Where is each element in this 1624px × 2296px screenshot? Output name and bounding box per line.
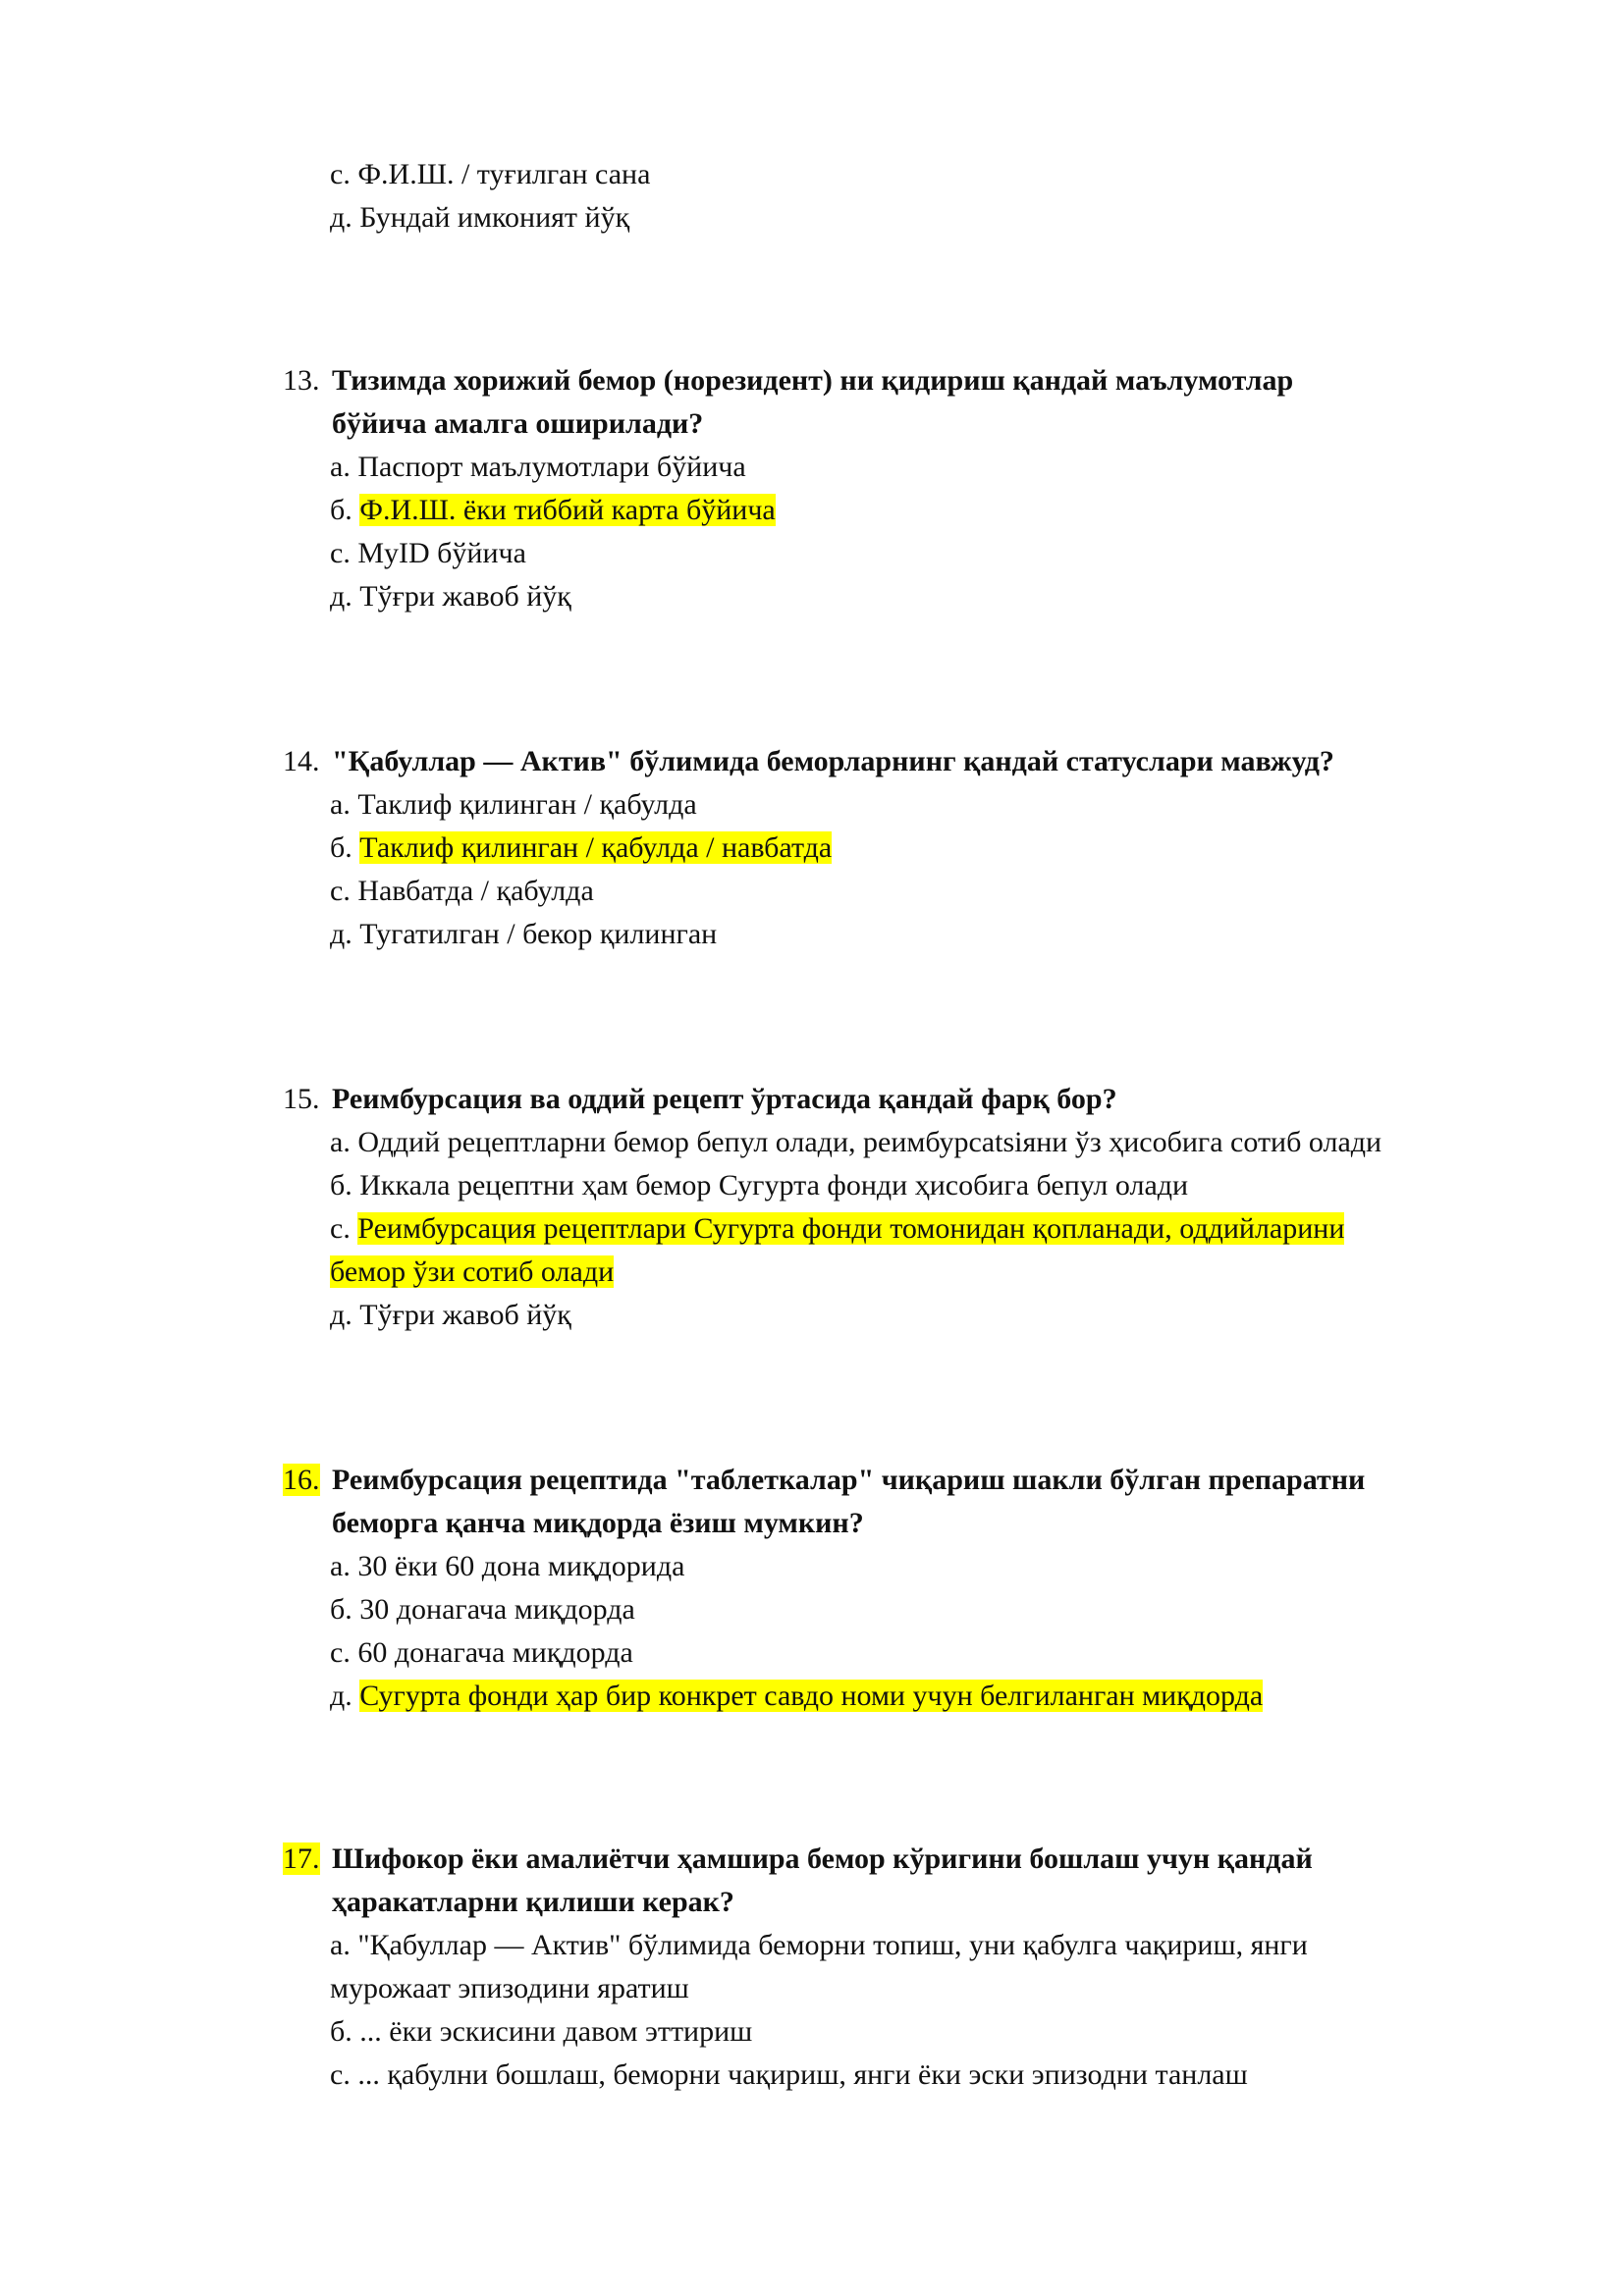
- option-text-highlighted: Таклиф қилинган / қабулда / навбатда: [359, 831, 833, 864]
- question-text-line-1: "Қабуллар — Актив" бўлимида беморларнинг қандай статуслари мавжуд?: [332, 745, 1334, 777]
- option-a: [330, 1924, 1308, 1967]
- option-b: [330, 1588, 635, 1631]
- option-letter: а.: [330, 451, 351, 483]
- option-letter: д.: [330, 1299, 352, 1331]
- option-text: MyID бўйича: [357, 537, 526, 569]
- question-text-line-2: бўйича амалга оширилади?: [332, 407, 704, 440]
- question-text-line-2: беморга қанча миқдорда ёзиш мумкин?: [332, 1507, 864, 1539]
- option-letter: с.: [330, 1636, 351, 1669]
- option-text: Паспорт маълумотлари бўйича: [357, 451, 746, 483]
- option-letter: д.: [330, 580, 352, 613]
- option-b: [330, 827, 832, 870]
- option-c-continuation: [330, 1251, 614, 1294]
- option-letter: а.: [330, 1126, 351, 1158]
- option-text: ... қабулни бошлаш, беморни чақириш, янги ёки эски эпизодни танлаш: [357, 2058, 1248, 2091]
- option-text: Оддий рецептларни бемор бепул олади, реимбурсatsiяни ўз ҳисобига сотиб олади: [357, 1126, 1382, 1158]
- option-text: Таклиф қилинган / қабулда: [357, 788, 697, 821]
- option-letter: б.: [330, 1593, 352, 1626]
- option-a: [330, 1545, 684, 1588]
- option-text: Тўғри жавоб йўқ: [359, 1299, 571, 1331]
- option-d: [330, 1675, 1263, 1718]
- option-text: мурожаат эпизодини яратиш: [330, 1972, 689, 2004]
- option-letter: д.: [330, 1680, 352, 1712]
- option-text: "Қабуллар — Актив" бўлимида беморни топиш, уни қабулга чақириш, янги: [357, 1929, 1308, 1961]
- option-letter: а.: [330, 1929, 351, 1961]
- option-text: Бундай имконият йўқ: [359, 201, 630, 234]
- option-a-continuation: [330, 1967, 689, 2010]
- option-c: [330, 2054, 1248, 2097]
- option-text-highlighted: Ф.И.Ш. ёки тиббий карта бўйича: [359, 494, 776, 526]
- option-c: [330, 1631, 633, 1675]
- option-letter: с.: [330, 875, 351, 907]
- option-a: [330, 446, 746, 489]
- question-number: [283, 1838, 320, 1881]
- option-text: Иккала рецептни ҳам бемор Сугурта фонди ҳисобига бепул олади: [359, 1169, 1189, 1201]
- option-letter: д.: [330, 918, 352, 950]
- question-number: [283, 1459, 320, 1502]
- option-text: Ф.И.Ш. / туғилган сана: [357, 158, 651, 190]
- option-letter: с.: [330, 2058, 351, 2091]
- option-c-carryover: [330, 153, 650, 196]
- option-letter: с.: [330, 537, 351, 569]
- option-c: [330, 870, 594, 913]
- option-b: [330, 489, 776, 532]
- option-letter: б.: [330, 831, 352, 864]
- option-text-highlighted: бемор ўзи сотиб олади: [330, 1255, 615, 1288]
- question-text-line-1: Реимбурсация ва оддий рецепт ўртасида қандай фарқ бор?: [332, 1083, 1117, 1115]
- option-letter: б.: [330, 494, 352, 526]
- option-letter: с.: [330, 158, 351, 190]
- option-d-carryover: [330, 196, 629, 240]
- question-number-highlighted: 16.: [283, 1464, 320, 1496]
- option-b: [330, 1164, 1188, 1207]
- option-letter: б.: [330, 2015, 352, 2048]
- option-text-highlighted: Реимбурсация рецептлари Сугурта фонди томонидан қопланади, оддийларини: [357, 1212, 1345, 1245]
- question-text-line-1: Тизимда хорижий бемор (норезидент) ни қидириш қандай маълумотлар: [332, 364, 1294, 397]
- option-b: [330, 2010, 752, 2054]
- question-text-line-2: ҳаракатларни қилиши керак?: [332, 1886, 734, 1918]
- question-text-line-1: Реимбурсация рецептида "таблеткалар" чиқариш шакли бўлган препаратни: [332, 1464, 1366, 1496]
- question-number: 14.: [283, 745, 320, 777]
- option-letter: а.: [330, 788, 351, 821]
- option-text: ... ёки эскисини давом эттириш: [359, 2015, 753, 2048]
- option-c: [330, 1207, 1344, 1251]
- option-a: [330, 783, 697, 827]
- option-letter: д.: [330, 201, 352, 234]
- option-letter: б.: [330, 1169, 352, 1201]
- option-text: Навбатда / қабулда: [357, 875, 594, 907]
- option-text: 30 донагача миқдорда: [359, 1593, 635, 1626]
- option-text: 60 донагача миқдорда: [357, 1636, 633, 1669]
- option-d: [330, 575, 571, 618]
- question-number-highlighted: 17.: [283, 1842, 320, 1875]
- option-d: [330, 1294, 571, 1337]
- option-text: Тугатилган / бекор қилинган: [359, 918, 718, 950]
- option-c: [330, 532, 526, 575]
- question-text-line-1: Шифокор ёки амалиётчи ҳамшира бемор кўригини бошлаш учун қандай: [332, 1842, 1313, 1875]
- question-number: 15.: [283, 1083, 320, 1115]
- option-text-highlighted: Сугурта фонди ҳар бир конкрет савдо номи учун белгиланган миқдорда: [359, 1680, 1264, 1712]
- option-d: [330, 913, 717, 956]
- option-text: Тўғри жавоб йўқ: [359, 580, 571, 613]
- question-number: 13.: [283, 364, 320, 397]
- option-letter: с.: [330, 1212, 351, 1245]
- option-letter: а.: [330, 1550, 351, 1582]
- option-text: 30 ёки 60 дона миқдорида: [357, 1550, 685, 1582]
- option-a: [330, 1121, 1381, 1164]
